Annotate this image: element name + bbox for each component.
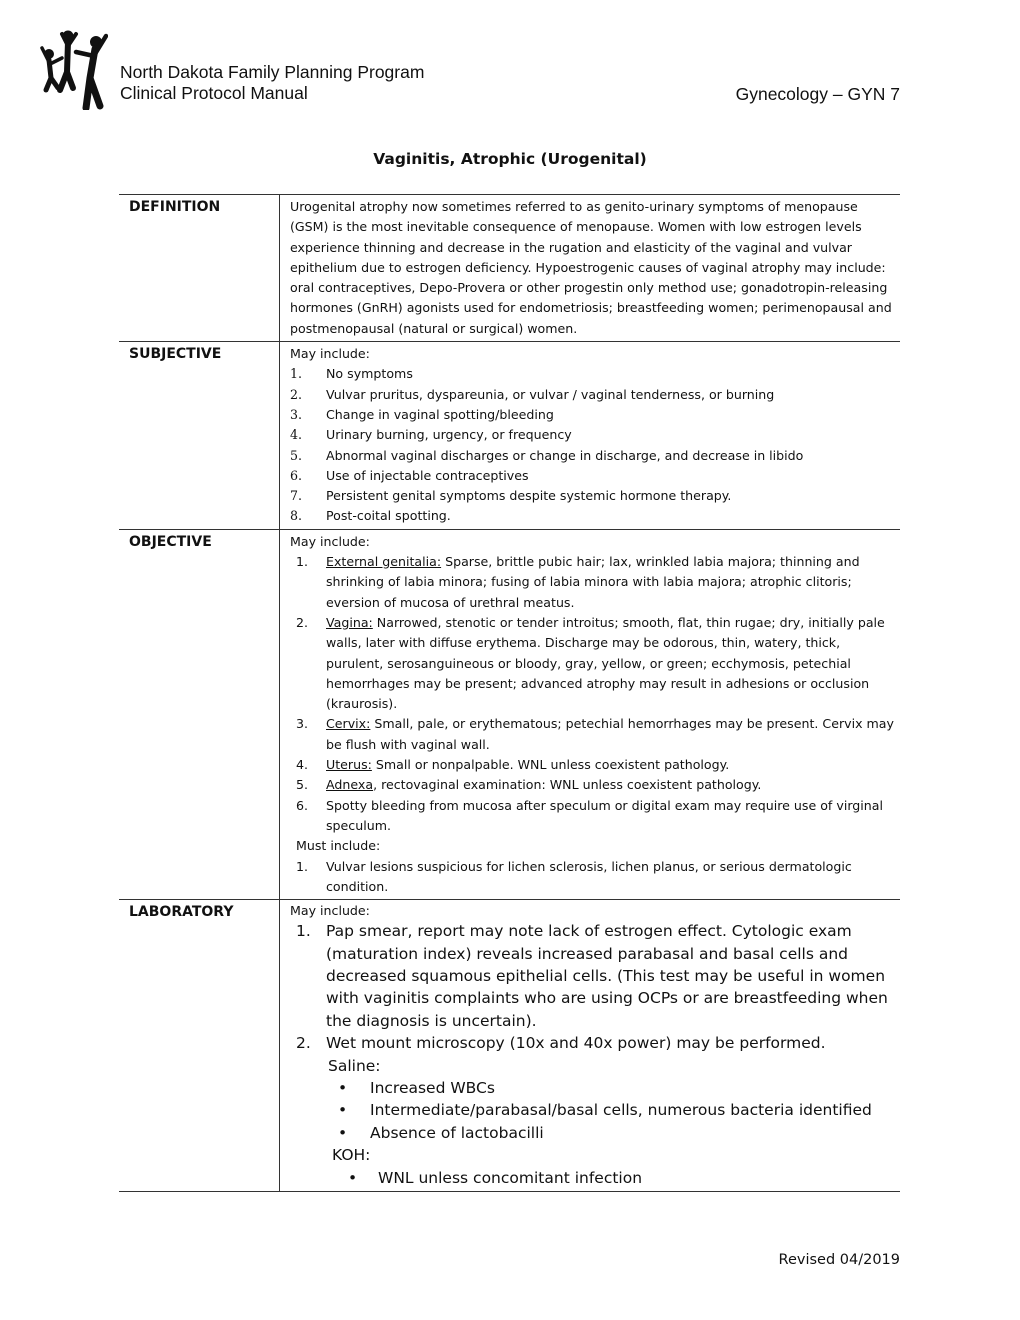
revision-date: Revised 04/2019 xyxy=(778,1252,900,1268)
term: Vagina: xyxy=(326,614,373,630)
list-text: Narrowed, stenotic or tender introitus; smooth, flat, thin rugae; dry, initially pale walls, later with diffuse erythema. Discharge may be odorous, thin, watery, thick, purulent, serosanguineous or bloody, gray, yellow, or green; ecchymosis, petechial hemorrhages may be present; advanced atrophy may result in adhesions or occlusion (kraurosis). xyxy=(326,614,885,712)
list-item xyxy=(290,446,896,466)
list-text: Post-coital spotting. xyxy=(326,508,451,524)
objective-intro: May include: xyxy=(290,533,370,549)
list-item xyxy=(290,613,896,714)
family-logo xyxy=(40,30,108,110)
list-text: Urinary burning, urgency, or frequency xyxy=(326,427,572,443)
bullet-item: • Intermediate/parabasal/basal cells, numerous bacteria identified xyxy=(290,1099,896,1121)
list-item xyxy=(290,775,896,795)
subjective-label: SUBJECTIVE xyxy=(119,342,280,530)
protocol-table xyxy=(119,194,900,1192)
list-item xyxy=(290,385,896,405)
list-item xyxy=(290,486,896,506)
list-item xyxy=(290,364,896,384)
list-number: 5. xyxy=(290,447,303,463)
term: Cervix: xyxy=(326,716,371,732)
list-item xyxy=(290,466,896,486)
organization-name xyxy=(120,62,424,104)
list-number: 1. xyxy=(290,366,303,382)
laboratory-row xyxy=(119,900,900,1192)
saline-list xyxy=(290,1077,896,1144)
list-number: 8. xyxy=(290,508,303,524)
list-text: Abnormal vaginal discharges or change in discharge, and decrease in libido xyxy=(326,447,804,463)
list-item: 2. Wet mount microscopy (10x and 40x power) may be performed. xyxy=(296,1034,826,1053)
list-number: 3. xyxy=(290,406,303,422)
list-item xyxy=(290,405,896,425)
list-number: 7. xyxy=(290,488,303,504)
laboratory-intro: May include: xyxy=(290,903,370,919)
list-number: 3. xyxy=(296,716,309,732)
koh-list xyxy=(290,1167,896,1189)
list-text: Sparse, brittle pubic hair; lax, wrinkled labia majora; thinning and shrinking of labia minora; fusing of labia minora with labia majora; atrophic clitoris; eversion of mucosa of urethral meatus. xyxy=(326,554,860,610)
list-text: Change in vaginal spotting/bleeding xyxy=(326,406,554,422)
definition-label: DEFINITION xyxy=(119,195,280,342)
list-text: Small, pale, or erythematous; petechial hemorrhages may be present. Cervix may be flush with vaginal wall. xyxy=(326,716,894,752)
subjective-row xyxy=(119,342,900,530)
definition-text: Urogenital atrophy now sometimes referred to as genito-urinary symptoms of menopause (GSM) is the most inevitable consequence of menopause. Women with low estrogen levels experience thinning and decrease in the rugation and elasticity of the vaginal and vulvar epithelium due to estrogen deficiency. Hypoestrogenic causes of vaginal atrophy may include: oral contraceptives, Depo-Provera or other progestin only method use; gonadotropin-releasing hormones (GnRH) agonists used for endometriosis; breastfeeding women; perimenopausal and postmenopausal (natural or surgical) women. xyxy=(280,195,901,342)
list-text: Small or nonpalpable. WNL unless coexistent pathology. xyxy=(371,757,730,773)
laboratory-label: LABORATORY xyxy=(119,900,280,1192)
list-item xyxy=(290,857,896,898)
section-code: Gynecology – GYN 7 xyxy=(735,84,900,104)
term: Uterus: xyxy=(326,757,372,773)
org-line-1: North Dakota Family Planning Program xyxy=(120,62,425,82)
list-number: 5. xyxy=(296,777,309,793)
list-item xyxy=(290,714,896,755)
list-number: 4. xyxy=(296,757,309,773)
list-text: Persistent genital symptoms despite systemic hormone therapy. xyxy=(326,488,732,504)
saline-label: Saline: xyxy=(328,1056,381,1075)
list-text: Vulvar pruritus, dyspareunia, or vulvar / vaginal tenderness, or burning xyxy=(326,386,775,402)
definition-row xyxy=(119,195,900,342)
list-item xyxy=(290,506,896,526)
objective-list xyxy=(290,552,896,836)
list-text: Vulvar lesions suspicious for lichen sclerosis, lichen planus, or serious dermatologic condition. xyxy=(326,858,852,894)
list-number: 2. xyxy=(290,386,303,402)
objective-must-intro: Must include: xyxy=(296,838,381,854)
term: Adnexa xyxy=(326,777,374,793)
list-number: 6. xyxy=(290,467,303,483)
bullet-item: • Absence of lactobacilli xyxy=(290,1122,896,1144)
list-item xyxy=(290,552,896,613)
bullet-item: • WNL unless concomitant infection xyxy=(290,1167,896,1189)
list-text: Spotty bleeding from mucosa after speculum or digital exam may require use of virginal speculum. xyxy=(326,797,883,833)
objective-label: OBJECTIVE xyxy=(119,529,280,899)
list-number: 4. xyxy=(290,427,303,443)
list-text: , rectovaginal examination: WNL unless coexistent pathology. xyxy=(373,777,762,793)
subjective-intro: May include: xyxy=(290,346,370,362)
bullet-item: • Increased WBCs xyxy=(290,1077,896,1099)
subjective-list xyxy=(290,364,896,526)
list-item xyxy=(290,755,896,775)
lab-item-2: Wet mount microscopy (10x and 40x power) may be performed. xyxy=(326,1034,826,1053)
list-item xyxy=(290,796,896,837)
list-item: 1. Pap smear, report may note lack of estrogen effect. Cytologic exam (maturation index) reveals increased parabasal and basal cells and decreased squamous epithelial cells. (This test may be useful in women with vaginitis complaints who are using OCPs or are breastfeeding when the diagnosis is uncertain). xyxy=(296,922,888,1030)
term: External genitalia: xyxy=(326,554,442,570)
list-number: 1. xyxy=(296,554,309,570)
page-title: Vaginitis, Atrophic (Urogenital) xyxy=(373,150,647,168)
list-number: 1. xyxy=(296,858,309,874)
koh-label: KOH: xyxy=(332,1146,371,1165)
lab-item-1: Pap smear, report may note lack of estrogen effect. Cytologic exam (maturation index) reveals increased parabasal and basal cells and decreased squamous epithelial cells. (This test may be useful in women with vaginitis complaints who are using OCPs or are breastfeeding when the diagnosis is uncertain). xyxy=(326,922,888,1030)
list-text: No symptoms xyxy=(326,366,413,382)
objective-row xyxy=(119,529,900,899)
list-item xyxy=(290,425,896,445)
objective-must-list xyxy=(290,857,896,898)
org-line-2: Clinical Protocol Manual xyxy=(120,83,308,103)
list-text: Use of injectable contraceptives xyxy=(326,467,529,483)
list-number: 2. xyxy=(296,614,309,630)
list-number: 6. xyxy=(296,797,309,813)
